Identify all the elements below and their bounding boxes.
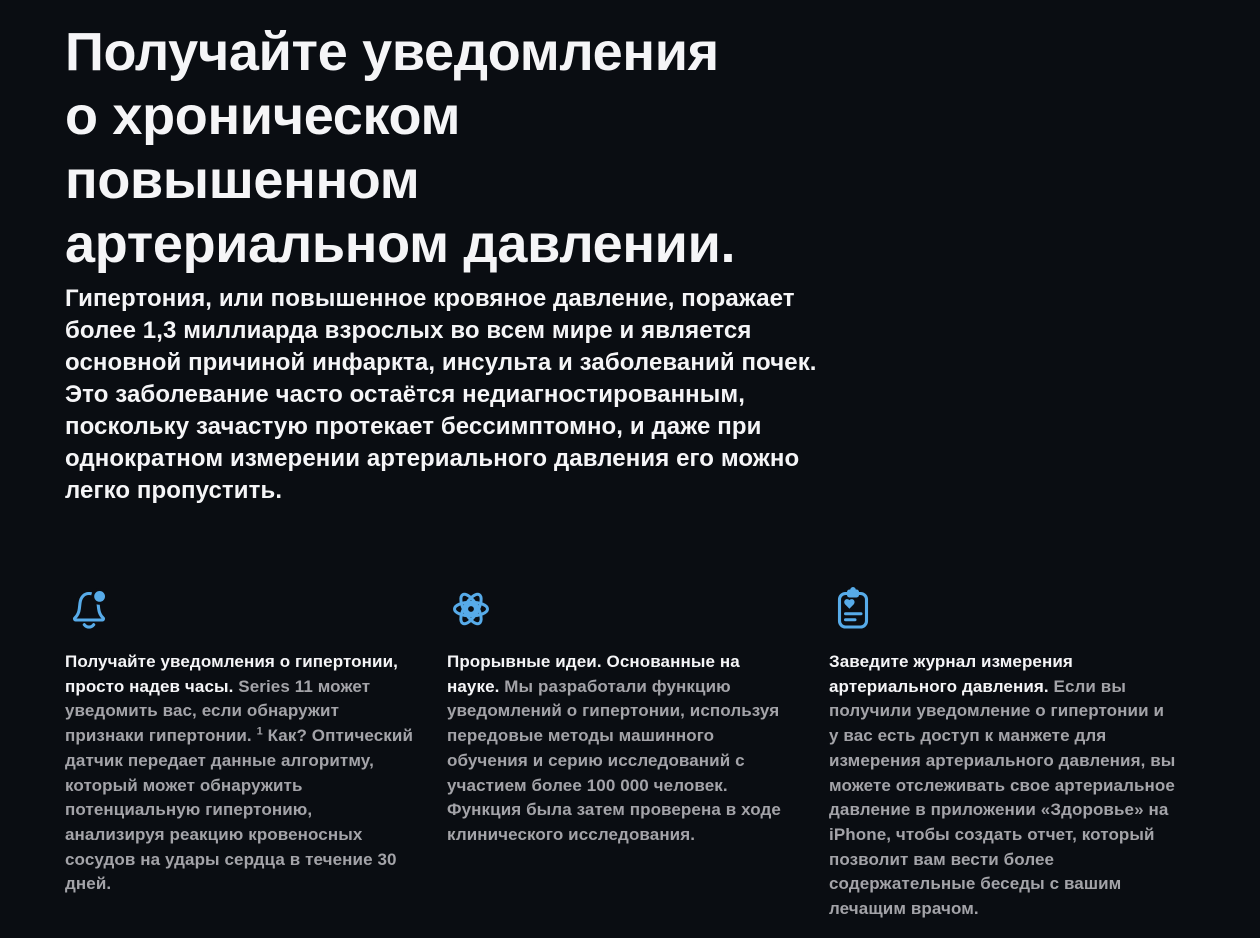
feature-science-body: Мы разработали функцию уведомлений о гипертонии, используя передовые методы машинного обучения и серию исследований с участием более 100 000 человек. Функция была затем проверена в ходе клинического исследования.	[447, 676, 781, 844]
atom-icon	[447, 585, 495, 633]
intro-line-7: легко пропустить.	[65, 477, 283, 504]
title-line-3: повышенном	[65, 150, 420, 210]
title-line-4: артериальном давлении.	[65, 214, 736, 274]
feature-notification-lead: Получайте уведомления о гипертонии, просто надев часы.	[65, 652, 398, 696]
feature-log-text	[829, 650, 1177, 922]
feature-log	[829, 585, 1177, 922]
feature-log-body: Если вы получили уведомление о гипертонии и у вас есть доступ к манжете для измерения артериального давления, вы можете отслеживать свое артериальное давление в приложении «Здоровье» на iPhone, чтобы создать отчет, который позволит вам вести более содержательные беседы с вашим лечащим врачом.	[829, 676, 1176, 919]
intro-line-2: более 1,3 миллиарда взрослых во всем мире и является	[65, 317, 752, 344]
intro-paragraph	[65, 283, 817, 507]
feature-science-lead: Прорывные идеи. Основанные на науке.	[447, 652, 740, 696]
feature-science-text	[447, 650, 795, 848]
clipboard-heart-icon	[829, 585, 877, 633]
bell-badge-icon	[65, 585, 113, 633]
feature-log-lead: Заведите журнал измерения артериального давления.	[829, 652, 1073, 696]
title-line-1: Получайте уведомления	[65, 22, 719, 82]
intro-line-6: однократном измерении артериального давления его можно	[65, 445, 800, 472]
intro-line-4: Это заболевание часто остаётся недиагностированным,	[65, 381, 745, 408]
feature-notification-body-pre: Series 11 может уведомить вас, если обнаружит признаки гипертонии.	[65, 676, 371, 746]
intro-line-5: поскольку зачастую протекает бессимптомно, и даже при	[65, 413, 762, 440]
intro-line-3: основной причиной инфаркта, инсульта и заболеваний почек.	[65, 349, 817, 376]
feature-notification	[65, 585, 413, 897]
feature-notification-text	[65, 650, 413, 897]
intro-line-1: Гипертония, или повышенное кровяное давление, поражает	[65, 285, 795, 312]
title-line-2: о хроническом	[65, 86, 461, 146]
footnote-link-1[interactable]: 1	[256, 725, 263, 738]
feature-notification-body-post: Как? Оптический датчик передает данные алгоритму, который может обнаружить потенциальную гипертонию, анализируя реакцию кровеносных сосудов на удары сердца в течение 30 дней.	[65, 726, 414, 894]
feature-science	[447, 585, 795, 848]
page-title	[65, 20, 735, 276]
